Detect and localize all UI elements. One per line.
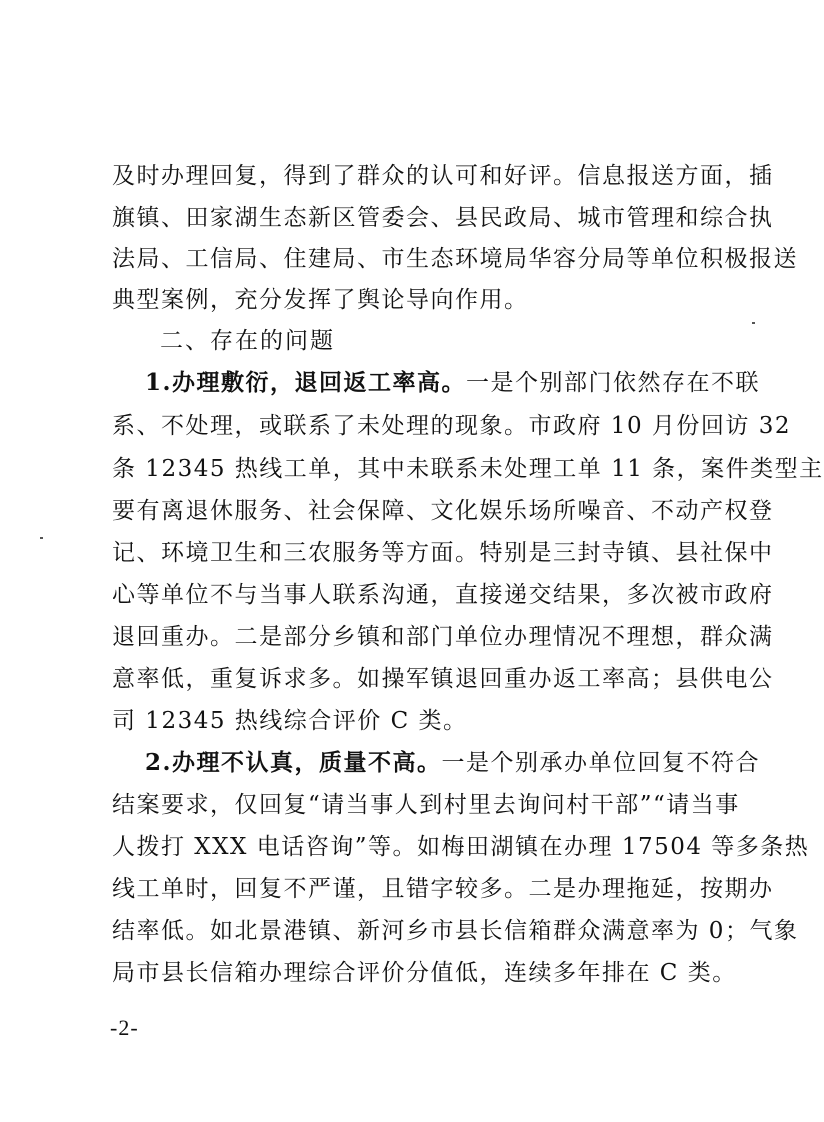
paragraph-line: [112, 620, 774, 654]
paragraph-line: [112, 788, 740, 822]
scan-speck: [752, 322, 755, 324]
line-text: 典型案例，充分发挥了舆论导向作用。: [112, 287, 529, 313]
line-text: 一是个别部门依然存在不联: [466, 370, 761, 396]
bold-lead-text: 1.办理敷衍，退回返工率高。: [145, 369, 467, 396]
line-text: 条 12345 热线工单，其中未联系未处理工单 11 条，案件类型主: [112, 456, 824, 482]
line-text: 司 12345 热线综合评价 C 类。: [112, 708, 468, 734]
line-text: 人拨打 XXX 电话咨询”等。如梅田湖镇在办理 17504 等多条热: [112, 834, 810, 860]
paragraph-line: [112, 956, 737, 990]
line-text: 线工单时，回复不严谨，且错字较多。二是办理拖延，按期办: [112, 876, 774, 902]
bold-lead-text: 2.办理不认真，质量不高。: [145, 749, 442, 776]
paragraph-line: [112, 283, 682, 317]
paragraph-line: [112, 242, 798, 276]
paragraph-line: [112, 452, 824, 486]
line-text: 旗镇、田家湖生态新区管委会、县民政局、城市管理和综合执: [112, 205, 774, 231]
paragraph-line: [112, 578, 774, 612]
paragraph-line: [112, 201, 774, 235]
paragraph-line: [112, 662, 774, 696]
heading-text: 二、存在的问题: [160, 328, 335, 354]
paragraph-line: [112, 409, 791, 443]
paragraph-line: [145, 366, 761, 400]
scan-speck: [40, 537, 43, 539]
paragraph-line: [145, 746, 761, 780]
line-text: 心等单位不与当事人联系沟通，直接递交结果，多次被市政府: [112, 582, 774, 608]
page-number: -2-: [110, 1015, 139, 1040]
line-text: 系、不处理，或联系了未处理的现象。市政府 10 月份回访 32: [112, 413, 791, 439]
paragraph-line: [112, 536, 774, 570]
line-text: 退回重办。二是部分乡镇和部门单位办理情况不理想，群众满: [112, 624, 774, 650]
line-text: 局市县长信箱办理综合评价分值低，连续多年排在 C 类。: [112, 960, 737, 986]
paragraph-line: [112, 494, 774, 528]
line-text: 及时办理回复，得到了群众的认可和好评。信息报送方面，插: [112, 163, 774, 189]
paragraph-line: [112, 159, 774, 193]
line-text: 结案要求，仅回复“请当事人到村里去询问村干部”“请当事: [112, 792, 740, 818]
line-text: 意率低，重复诉求多。如操军镇退回重办返工率高；县供电公: [112, 666, 774, 692]
line-text: 法局、工信局、住建局、市生态环境局华容分局等单位积极报送: [112, 246, 798, 272]
paragraph-line: [112, 914, 799, 948]
line-text: 一是个别承办单位回复不符合: [441, 750, 761, 776]
paragraph-line: [112, 704, 682, 738]
paragraph-line: [112, 872, 774, 906]
section-heading: [160, 324, 730, 358]
line-text: 记、环境卫生和三农服务等方面。特别是三封寺镇、县社保中: [112, 540, 774, 566]
line-text: 要有离退休服务、社会保障、文化娱乐场所噪音、不动产权登: [112, 498, 774, 524]
paragraph-line: [112, 830, 810, 864]
line-text: 结率低。如北景港镇、新河乡市县长信箱群众满意率为 0；气象: [112, 918, 799, 944]
